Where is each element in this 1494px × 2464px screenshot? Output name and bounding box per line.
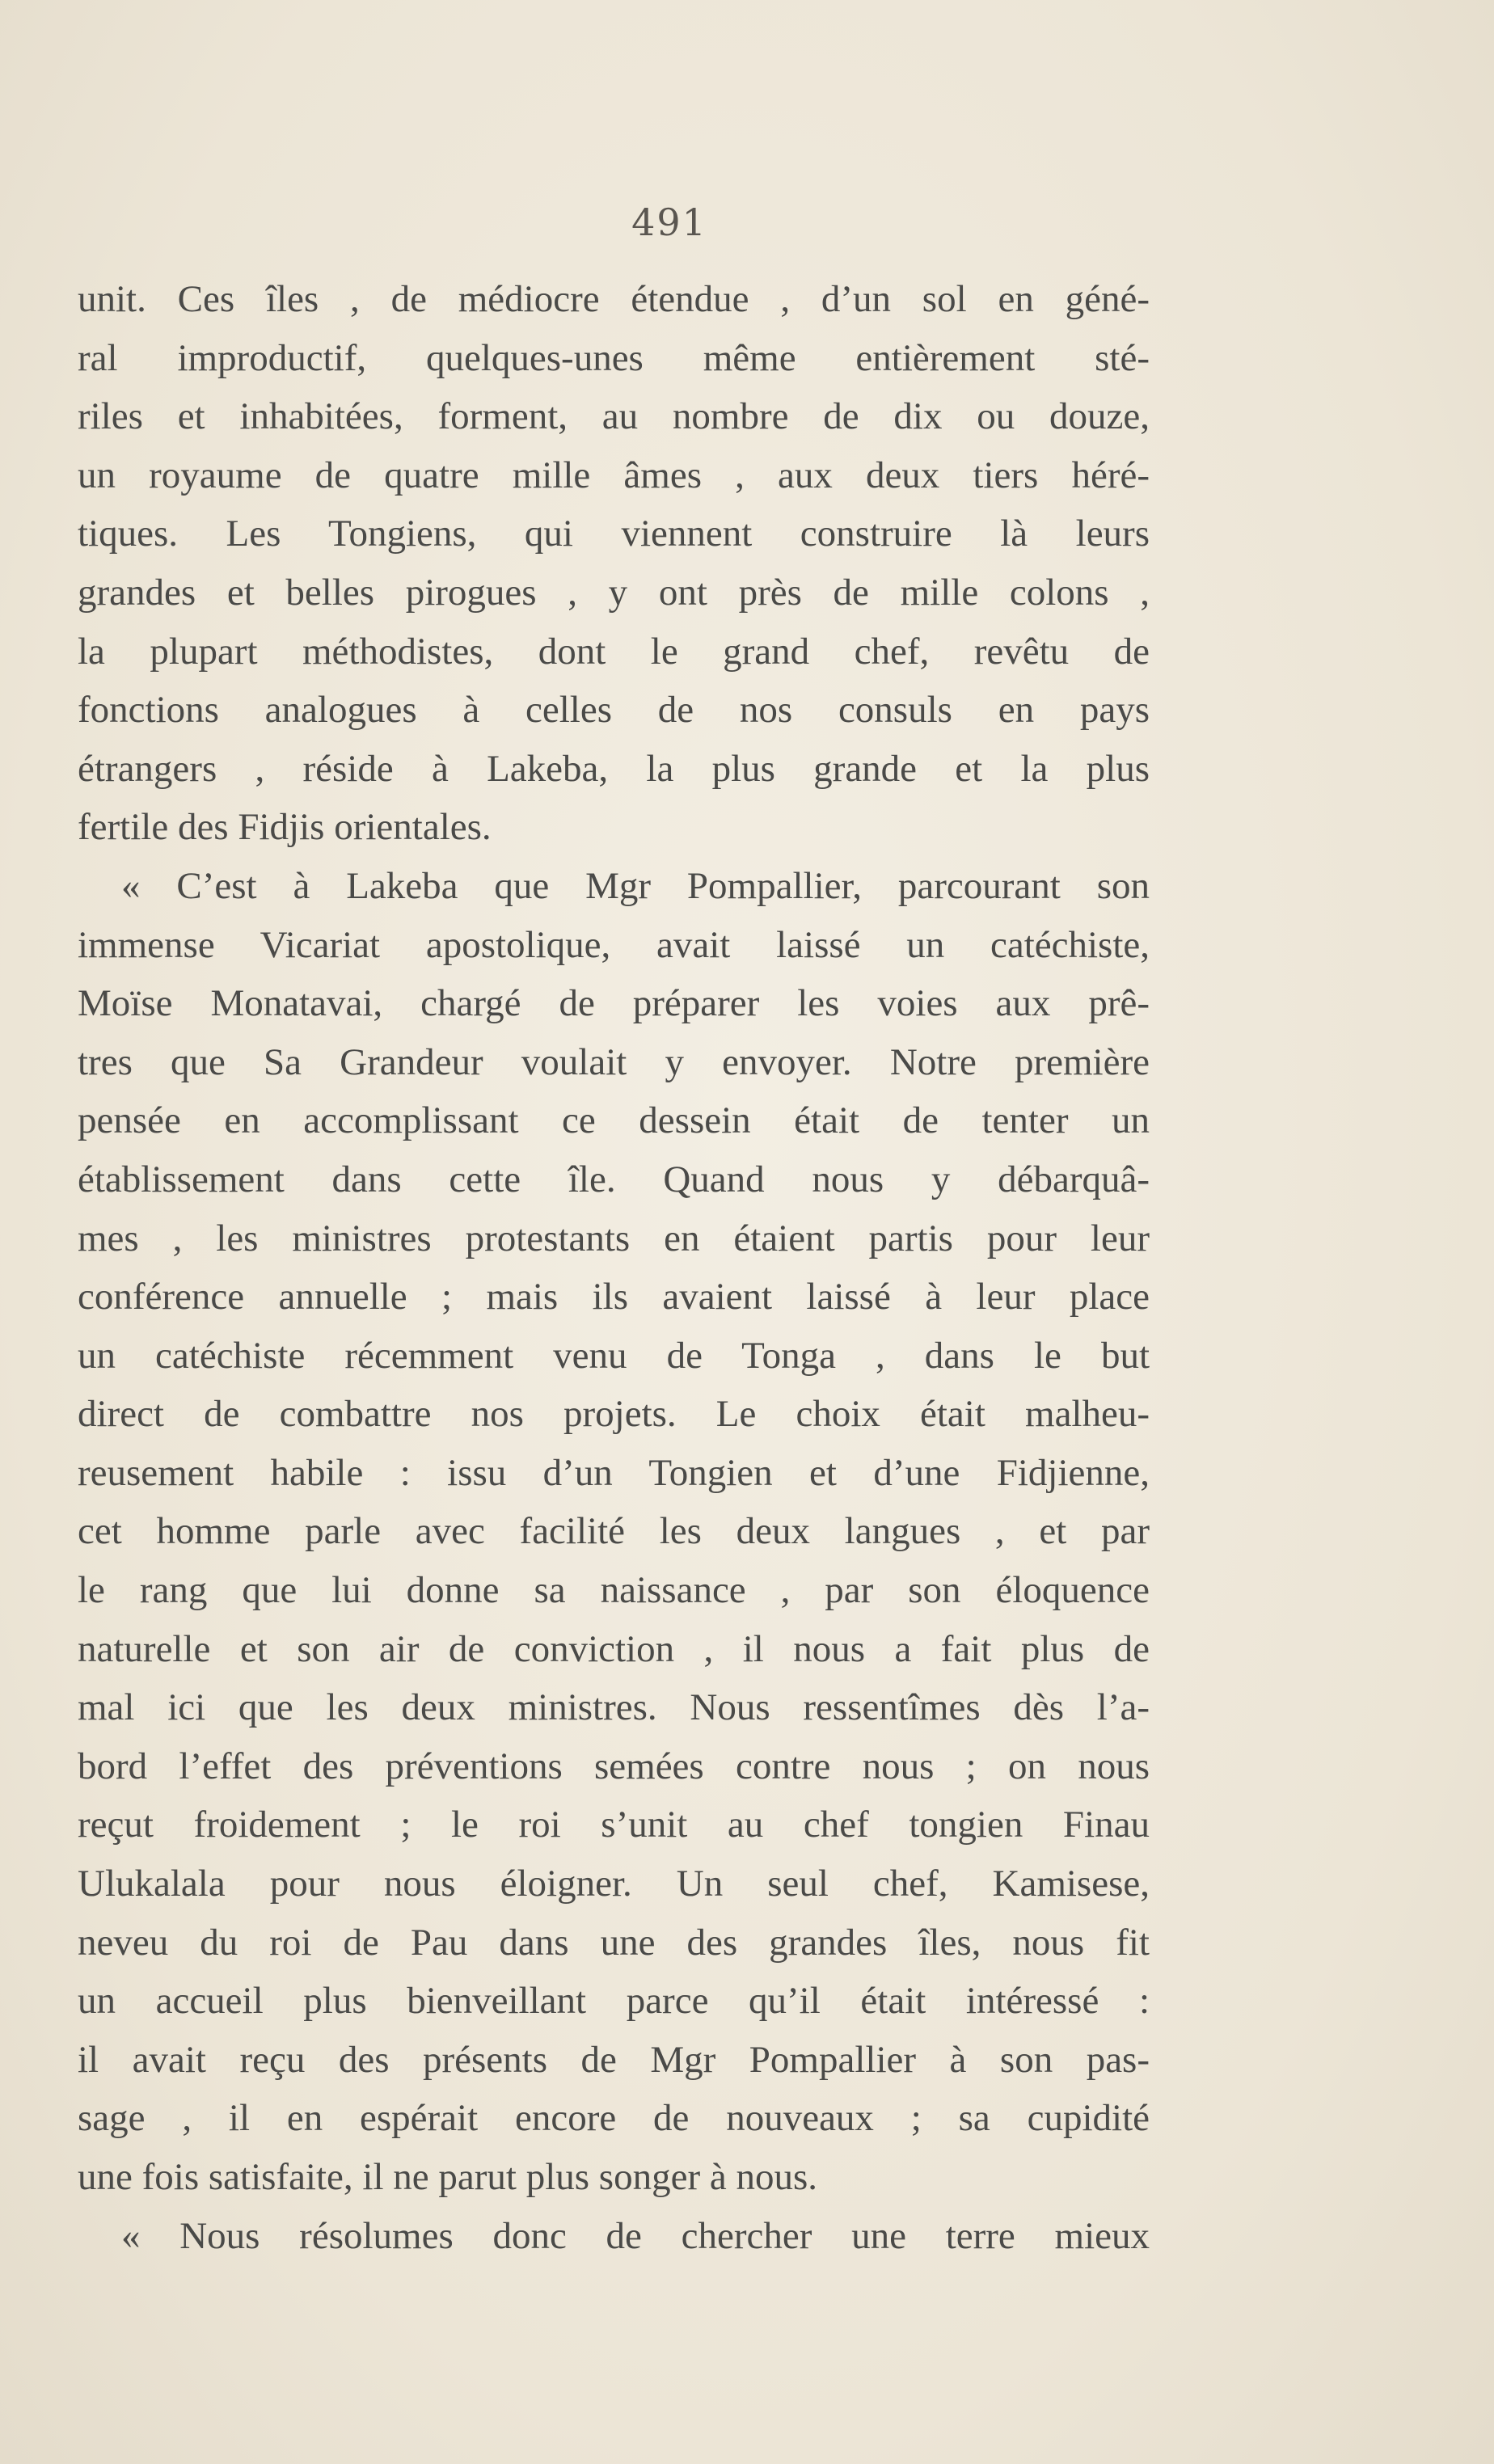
text-line: Moïse Monatavai, chargé de préparer les voies aux prê- [78,982,1150,1025]
text-line: reusement habile : issu d’un Tongien et d’une Fidjienne, [78,1451,1150,1494]
text-line: pensée en accomplissant ce dessein était de tenter un [78,1099,1150,1142]
text-line: « C’est à Lakeba que Mgr Pompallier, parcourant son [121,864,1150,907]
text-line: riles et inhabitées, forment, au nombre de dix ou douze, [78,395,1150,438]
text-line: bord l’effet des préventions semées contre nous ; on nous [78,1745,1150,1787]
text-line: fonctions analogues à celles de nos consuls en pays [78,689,1150,732]
text-line: neveu du roi de Pau dans une des grandes îles, nous fit [78,1921,1150,1964]
text-line: établissement dans cette île. Quand nous y débarquâ- [78,1158,1150,1200]
text-line: grandes et belles pirogues , y ont près de mille colons , [78,571,1150,614]
text-line: fertile des Fidjis orientales. [78,806,492,849]
text-line: la plupart méthodistes, dont le grand chef, revêtu de [78,630,1150,673]
text-line: le rang que lui donne sa naissance , par son éloquence [78,1569,1150,1612]
text-line: direct de combattre nos projets. Le choix était malheu- [78,1393,1150,1436]
text-line: sage , il en espérait encore de nouveaux ; sa cupidité [78,2097,1150,2140]
text-line: un catéchiste récemment venu de Tonga , dans le but [78,1334,1150,1377]
text-line: tres que Sa Grandeur voulait y envoyer. Notre première [78,1040,1150,1083]
text-line: tiques. Les Tongiens, qui viennent construire là leurs [78,513,1150,555]
text-line: naturelle et son air de conviction , il nous a fait plus de [78,1627,1150,1670]
text-line: une fois satisfaite, il ne parut plus songer à nous. [78,2156,818,2198]
text-line: conférence annuelle ; mais ils avaient laissé à leur place [78,1276,1150,1318]
text-line: il avait reçu des présents de Mgr Pompallier à son pas- [78,2038,1150,2081]
text-line: ral improductif, quelques-unes même entièrement sté- [78,336,1150,379]
text-line: unit. Ces îles , de médiocre étendue , d’un sol en géné- [78,278,1150,320]
body-text [78,270,1150,2265]
text-line: immense Vicariat apostolique, avait laissé un catéchiste, [78,923,1150,966]
text-line: reçut froidement ; le roi s’unit au chef tongien Finau [78,1804,1150,1846]
text-line: Ulukalala pour nous éloigner. Un seul chef, Kamisese, [78,1863,1150,1905]
text-line: étrangers , réside à Lakeba, la plus grande et la plus [78,747,1150,790]
text-line: « Nous résolumes donc de chercher une terre mieux [121,2214,1150,2257]
text-line: un accueil plus bienveillant parce qu’il était intéressé : [78,1980,1150,2023]
text-line: mal ici que les deux ministres. Nous ressentîmes dès l’a- [78,1686,1150,1729]
page-number: 491 [631,200,707,244]
text-line: mes , les ministres protestants en étaient partis pour leur [78,1217,1150,1259]
text-line: cet homme parle avec facilité les deux langues , et par [78,1510,1150,1553]
text-line: un royaume de quatre mille âmes , aux deux tiers héré- [78,454,1150,496]
